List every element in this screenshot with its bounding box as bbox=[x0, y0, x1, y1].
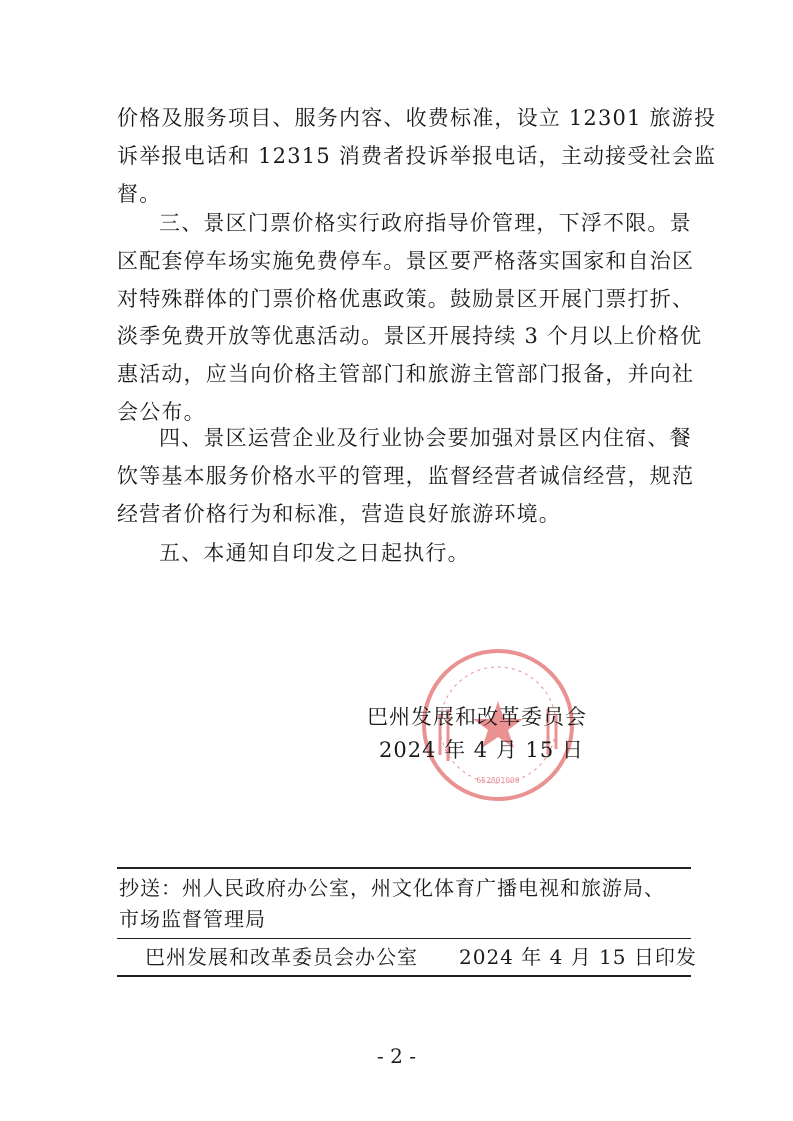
footer-top-rule bbox=[117, 867, 691, 869]
body-line-6: 对特殊群体的门票价格优惠政策。鼓励景区开展门票打折、 bbox=[117, 287, 695, 311]
body-line-5: 区配套停车场实施免费停车。景区要严格落实国家和自治区 bbox=[117, 249, 695, 273]
body-line-10: 四、景区运营企业及行业协会要加强对景区内住宿、餐 bbox=[159, 426, 692, 450]
body-line-11: 饮等基本服务价格水平的管理，监督经营者诚信经营，规范 bbox=[117, 464, 695, 488]
cc-line-2: 市场监督管理局 bbox=[119, 907, 266, 931]
footer-bottom-rule bbox=[117, 975, 691, 977]
seal-number: 652801000 bbox=[476, 776, 520, 785]
footer-middle-rule bbox=[117, 938, 691, 939]
issue-date: 2024 年 4 月 15 日印发 bbox=[459, 945, 697, 969]
body-line-4: 三、景区门票价格实行政府指导价管理，下浮不限。景 bbox=[159, 211, 692, 235]
body-line-2: 诉举报电话和 12315 消费者投诉举报电话，主动接受社会监 bbox=[117, 144, 717, 168]
body-line-13: 五、本通知自印发之日起执行。 bbox=[159, 541, 470, 565]
body-line-1: 价格及服务项目、服务内容、收费标准，设立 12301 旅游投 bbox=[117, 106, 717, 130]
body-line-3: 督。 bbox=[117, 182, 162, 206]
cc-line-1: 抄送：州人民政府办公室，州文化体育广播电视和旅游局、 bbox=[119, 876, 665, 900]
body-line-8: 惠活动，应当向价格主管部门和旅游主管部门报备，并向社 bbox=[117, 362, 695, 386]
body-line-9: 会公布。 bbox=[117, 400, 206, 424]
signature-date: 2024 年 4 月 15 日 bbox=[379, 738, 584, 762]
body-line-7: 淡季免费开放等优惠活动。景区开展持续 3 个月以上价格优 bbox=[117, 324, 703, 348]
body-line-12: 经营者价格行为和标准，营造良好旅游环境。 bbox=[117, 502, 561, 526]
signature-org: 巴州发展和改革委员会 bbox=[367, 705, 587, 729]
issuer: 巴州发展和改革委员会办公室 bbox=[145, 945, 418, 969]
page-number: - 2 - bbox=[377, 1044, 416, 1068]
